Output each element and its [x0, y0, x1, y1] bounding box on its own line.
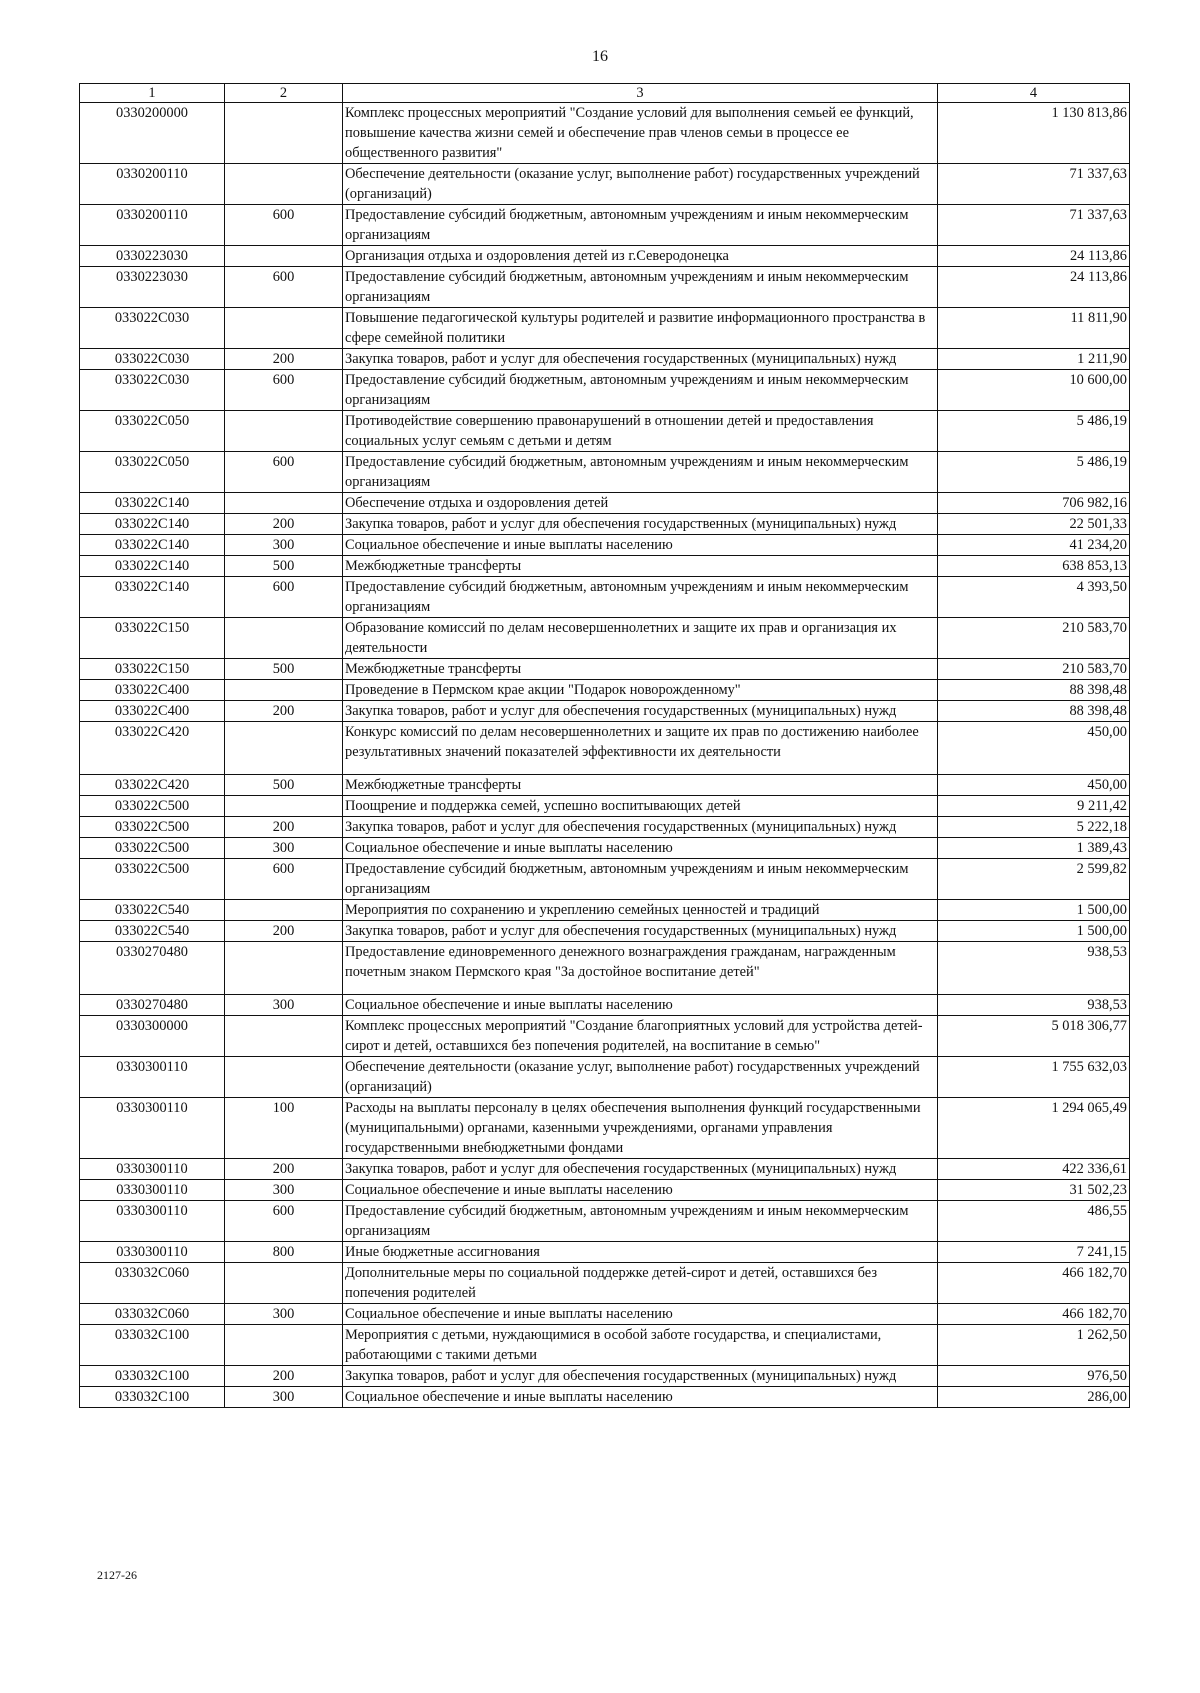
amount-cell: 450,00 [938, 722, 1130, 775]
code-cell: 0330223030 [80, 246, 225, 267]
code-cell: 0330200000 [80, 103, 225, 164]
name-cell: Дополнительные меры по социальной поддержке детей-сирот и детей, оставшихся без попечения родителей [343, 1263, 938, 1304]
name-cell: Иные бюджетные ассигнования [343, 1242, 938, 1263]
amount-cell: 486,55 [938, 1201, 1130, 1242]
name-cell: Комплекс процессных мероприятий "Создание благоприятных условий для устройства детей-сирот и детей, оставшихся без попечения родителей, на воспитание в семью" [343, 1016, 938, 1057]
table-row [80, 775, 1130, 796]
amount-cell: 422 336,61 [938, 1159, 1130, 1180]
name-cell: Закупка товаров, работ и услуг для обеспечения государственных (муниципальных) нужд [343, 349, 938, 370]
type-cell: 600 [225, 370, 343, 411]
name-cell: Предоставление субсидий бюджетным, автономным учреждениям и иным некоммерческим организациям [343, 1201, 938, 1242]
amount-cell: 5 486,19 [938, 411, 1130, 452]
name-cell: Предоставление единовременного денежного вознаграждения гражданам, награжденным почетным знаком Пермского края "За достойное воспитание детей" [343, 942, 938, 995]
name-cell: Организация отдыха и оздоровления детей из г.Северодонецка [343, 246, 938, 267]
amount-cell: 2 599,82 [938, 859, 1130, 900]
table-row [80, 1387, 1130, 1408]
code-cell: 0330300110 [80, 1098, 225, 1159]
type-cell [225, 246, 343, 267]
code-cell: 0330300110 [80, 1159, 225, 1180]
amount-cell: 1 294 065,49 [938, 1098, 1130, 1159]
amount-cell: 466 182,70 [938, 1263, 1130, 1304]
type-cell: 500 [225, 556, 343, 577]
type-cell [225, 680, 343, 701]
code-cell: 033022С030 [80, 308, 225, 349]
table-row [80, 995, 1130, 1016]
code-cell: 0330223030 [80, 267, 225, 308]
name-cell: Проведение в Пермском крае акции "Подарок новорожденному" [343, 680, 938, 701]
name-cell: Повышение педагогической культуры родителей и развитие информационного пространства в сфере семейной политики [343, 308, 938, 349]
type-cell: 500 [225, 659, 343, 680]
amount-cell: 976,50 [938, 1366, 1130, 1387]
type-cell: 200 [225, 817, 343, 838]
name-cell: Мероприятия с детьми, нуждающимися в особой заботе государства, и специалистами, работающими с такими детьми [343, 1325, 938, 1366]
code-cell: 033022С140 [80, 493, 225, 514]
type-cell [225, 900, 343, 921]
amount-cell: 1 755 632,03 [938, 1057, 1130, 1098]
name-cell: Межбюджетные трансферты [343, 659, 938, 680]
amount-cell: 210 583,70 [938, 618, 1130, 659]
name-cell: Расходы на выплаты персоналу в целях обеспечения выполнения функций государственными (муниципальными) органами, казенными учреждениями, органами управления государственными внебюджетными фондами [343, 1098, 938, 1159]
name-cell: Межбюджетные трансферты [343, 556, 938, 577]
type-cell: 300 [225, 838, 343, 859]
type-cell [225, 722, 343, 775]
type-cell: 200 [225, 1366, 343, 1387]
code-cell: 033022С140 [80, 514, 225, 535]
type-cell: 200 [225, 701, 343, 722]
code-cell: 0330300110 [80, 1180, 225, 1201]
name-cell: Поощрение и поддержка семей, успешно воспитывающих детей [343, 796, 938, 817]
table-row [80, 1263, 1130, 1304]
code-cell: 033022С420 [80, 722, 225, 775]
type-cell: 600 [225, 1201, 343, 1242]
table-row [80, 1180, 1130, 1201]
amount-cell: 7 241,15 [938, 1242, 1130, 1263]
table-row [80, 796, 1130, 817]
table-row [80, 1242, 1130, 1263]
amount-cell: 5 222,18 [938, 817, 1130, 838]
code-cell: 033022С140 [80, 577, 225, 618]
table-row [80, 1201, 1130, 1242]
type-cell: 300 [225, 1180, 343, 1201]
name-cell: Социальное обеспечение и иные выплаты населению [343, 838, 938, 859]
table-row [80, 859, 1130, 900]
code-cell: 0330270480 [80, 995, 225, 1016]
amount-cell: 10 600,00 [938, 370, 1130, 411]
name-cell: Закупка товаров, работ и услуг для обеспечения государственных (муниципальных) нужд [343, 1159, 938, 1180]
name-cell: Обеспечение деятельности (оказание услуг, выполнение работ) государственных учреждений (организаций) [343, 1057, 938, 1098]
name-cell: Конкурс комиссий по делам несовершеннолетних и защите их прав по достижению наиболее результативных значений показателей эффективности их деятельности [343, 722, 938, 775]
code-cell: 0330300000 [80, 1016, 225, 1057]
code-cell: 033022С500 [80, 796, 225, 817]
name-cell: Образование комиссий по делам несовершеннолетних и защите их прав и организация их деятельности [343, 618, 938, 659]
amount-cell: 450,00 [938, 775, 1130, 796]
name-cell: Предоставление субсидий бюджетным, автономным учреждениям и иным некоммерческим организациям [343, 577, 938, 618]
name-cell: Социальное обеспечение и иные выплаты населению [343, 1387, 938, 1408]
table-row [80, 722, 1130, 775]
table-row [80, 680, 1130, 701]
code-cell: 033032С100 [80, 1325, 225, 1366]
type-cell [225, 796, 343, 817]
name-cell: Предоставление субсидий бюджетным, автономным учреждениям и иным некоммерческим организациям [343, 452, 938, 493]
amount-cell: 1 130 813,86 [938, 103, 1130, 164]
code-cell: 033022С500 [80, 817, 225, 838]
amount-cell: 88 398,48 [938, 680, 1130, 701]
name-cell: Противодействие совершению правонарушений в отношении детей и предоставления социальных услуг семьям с детьми и детям [343, 411, 938, 452]
name-cell: Предоставление субсидий бюджетным, автономным учреждениям и иным некоммерческим организациям [343, 267, 938, 308]
name-cell: Закупка товаров, работ и услуг для обеспечения государственных (муниципальных) нужд [343, 921, 938, 942]
type-cell [225, 493, 343, 514]
header-col-2: 2 [225, 84, 343, 103]
code-cell: 033022С500 [80, 838, 225, 859]
amount-cell: 9 211,42 [938, 796, 1130, 817]
table-row [80, 1325, 1130, 1366]
amount-cell: 11 811,90 [938, 308, 1130, 349]
amount-cell: 5 486,19 [938, 452, 1130, 493]
name-cell: Обеспечение деятельности (оказание услуг, выполнение работ) государственных учреждений (организаций) [343, 164, 938, 205]
amount-cell: 5 018 306,77 [938, 1016, 1130, 1057]
code-cell: 033032С100 [80, 1366, 225, 1387]
table-row [80, 1057, 1130, 1098]
type-cell: 300 [225, 1304, 343, 1325]
name-cell: Предоставление субсидий бюджетным, автономным учреждениям и иным некоммерческим организациям [343, 370, 938, 411]
name-cell: Мероприятия по сохранению и укреплению семейных ценностей и традиций [343, 900, 938, 921]
type-cell [225, 411, 343, 452]
amount-cell: 466 182,70 [938, 1304, 1130, 1325]
name-cell: Закупка товаров, работ и услуг для обеспечения государственных (муниципальных) нужд [343, 514, 938, 535]
code-cell: 033022С400 [80, 701, 225, 722]
type-cell: 200 [225, 1159, 343, 1180]
amount-cell: 1 500,00 [938, 900, 1130, 921]
type-cell [225, 1325, 343, 1366]
code-cell: 033022С030 [80, 370, 225, 411]
table-row [80, 349, 1130, 370]
code-cell: 033022С050 [80, 452, 225, 493]
table-row [80, 817, 1130, 838]
amount-cell: 1 500,00 [938, 921, 1130, 942]
table-row [80, 308, 1130, 349]
type-cell [225, 103, 343, 164]
name-cell: Комплекс процессных мероприятий "Создание условий для выполнения семьей ее функций, повышение качества жизни семей и обеспечение прав членов семьи в процессе ее общественного развития" [343, 103, 938, 164]
name-cell: Социальное обеспечение и иные выплаты населению [343, 1180, 938, 1201]
table-row [80, 267, 1130, 308]
amount-cell: 286,00 [938, 1387, 1130, 1408]
table-row [80, 1304, 1130, 1325]
header-col-1: 1 [80, 84, 225, 103]
table-row [80, 452, 1130, 493]
table-row [80, 246, 1130, 267]
footer-document-code: 2127-26 [97, 1568, 137, 1582]
amount-cell: 31 502,23 [938, 1180, 1130, 1201]
code-cell: 0330300110 [80, 1201, 225, 1242]
name-cell: Социальное обеспечение и иные выплаты населению [343, 535, 938, 556]
type-cell: 200 [225, 349, 343, 370]
code-cell: 033022С420 [80, 775, 225, 796]
amount-cell: 210 583,70 [938, 659, 1130, 680]
name-cell: Предоставление субсидий бюджетным, автономным учреждениям и иным некоммерческим организациям [343, 859, 938, 900]
name-cell: Социальное обеспечение и иные выплаты населению [343, 1304, 938, 1325]
type-cell: 500 [225, 775, 343, 796]
type-cell [225, 618, 343, 659]
table-row [80, 701, 1130, 722]
type-cell: 300 [225, 535, 343, 556]
type-cell: 200 [225, 921, 343, 942]
table-row [80, 1159, 1130, 1180]
code-cell: 033032С100 [80, 1387, 225, 1408]
amount-cell: 706 982,16 [938, 493, 1130, 514]
code-cell: 033022С400 [80, 680, 225, 701]
code-cell: 033022С030 [80, 349, 225, 370]
code-cell: 033022С140 [80, 556, 225, 577]
table-row [80, 514, 1130, 535]
code-cell: 0330270480 [80, 942, 225, 995]
type-cell: 600 [225, 452, 343, 493]
table-row [80, 370, 1130, 411]
amount-cell: 71 337,63 [938, 205, 1130, 246]
amount-cell: 24 113,86 [938, 246, 1130, 267]
type-cell: 200 [225, 514, 343, 535]
type-cell [225, 942, 343, 995]
table-row [80, 556, 1130, 577]
table-row [80, 164, 1130, 205]
name-cell: Закупка товаров, работ и услуг для обеспечения государственных (муниципальных) нужд [343, 1366, 938, 1387]
type-cell: 800 [225, 1242, 343, 1263]
amount-cell: 1 262,50 [938, 1325, 1130, 1366]
amount-cell: 1 389,43 [938, 838, 1130, 859]
page-number: 16 [592, 48, 608, 65]
type-cell [225, 1016, 343, 1057]
type-cell [225, 308, 343, 349]
type-cell [225, 1057, 343, 1098]
table-row [80, 838, 1130, 859]
amount-cell: 938,53 [938, 995, 1130, 1016]
table-row [80, 205, 1130, 246]
table-body [80, 103, 1130, 1408]
name-cell: Закупка товаров, работ и услуг для обеспечения государственных (муниципальных) нужд [343, 701, 938, 722]
type-cell: 600 [225, 267, 343, 308]
code-cell: 033022С150 [80, 659, 225, 680]
code-cell: 0330300110 [80, 1242, 225, 1263]
table-row [80, 942, 1130, 995]
amount-cell: 71 337,63 [938, 164, 1130, 205]
name-cell: Предоставление субсидий бюджетным, автономным учреждениям и иным некоммерческим организациям [343, 205, 938, 246]
type-cell: 600 [225, 577, 343, 618]
amount-cell: 24 113,86 [938, 267, 1130, 308]
code-cell: 033022С540 [80, 900, 225, 921]
table-row [80, 618, 1130, 659]
table-row [80, 1366, 1130, 1387]
type-cell: 600 [225, 205, 343, 246]
header-col-3: 3 [343, 84, 938, 103]
name-cell: Социальное обеспечение и иные выплаты населению [343, 995, 938, 1016]
table-row [80, 1016, 1130, 1057]
table-row [80, 577, 1130, 618]
code-cell: 0330200110 [80, 205, 225, 246]
type-cell: 300 [225, 1387, 343, 1408]
table-row [80, 659, 1130, 680]
amount-cell: 41 234,20 [938, 535, 1130, 556]
name-cell: Межбюджетные трансферты [343, 775, 938, 796]
code-cell: 033032С060 [80, 1263, 225, 1304]
code-cell: 033022С150 [80, 618, 225, 659]
type-cell: 600 [225, 859, 343, 900]
budget-table [79, 83, 1130, 1408]
amount-cell: 22 501,33 [938, 514, 1130, 535]
code-cell: 033022С140 [80, 535, 225, 556]
name-cell: Закупка товаров, работ и услуг для обеспечения государственных (муниципальных) нужд [343, 817, 938, 838]
type-cell [225, 164, 343, 205]
type-cell [225, 1263, 343, 1304]
type-cell: 300 [225, 995, 343, 1016]
table-row [80, 103, 1130, 164]
header-row [80, 84, 1130, 103]
table-row [80, 535, 1130, 556]
code-cell: 033022С500 [80, 859, 225, 900]
code-cell: 0330200110 [80, 164, 225, 205]
amount-cell: 1 211,90 [938, 349, 1130, 370]
code-cell: 033022С540 [80, 921, 225, 942]
name-cell: Обеспечение отдыха и оздоровления детей [343, 493, 938, 514]
amount-cell: 88 398,48 [938, 701, 1130, 722]
code-cell: 033022С050 [80, 411, 225, 452]
code-cell: 033032С060 [80, 1304, 225, 1325]
table-row [80, 921, 1130, 942]
table-row [80, 900, 1130, 921]
amount-cell: 938,53 [938, 942, 1130, 995]
amount-cell: 4 393,50 [938, 577, 1130, 618]
type-cell: 100 [225, 1098, 343, 1159]
amount-cell: 638 853,13 [938, 556, 1130, 577]
header-col-4: 4 [938, 84, 1130, 103]
table-row [80, 411, 1130, 452]
code-cell: 0330300110 [80, 1057, 225, 1098]
table-row [80, 493, 1130, 514]
table-row [80, 1098, 1130, 1159]
